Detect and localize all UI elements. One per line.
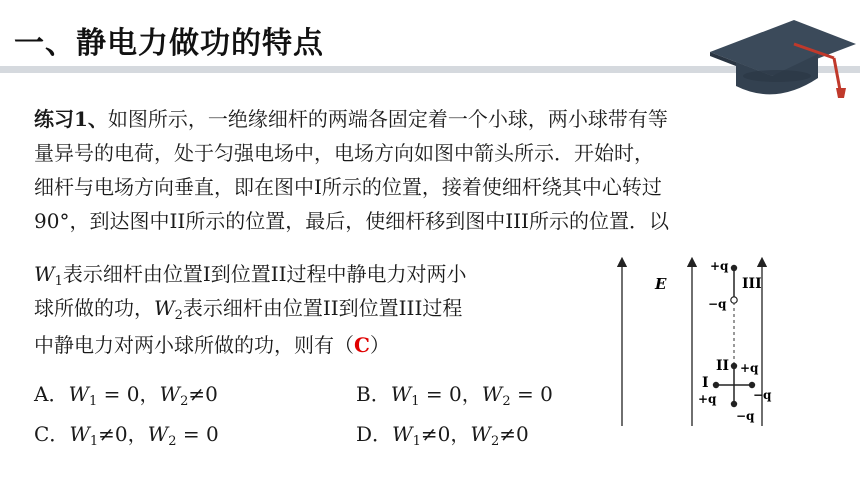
question-line-4: 90°，到达图中II所示的位置，最后，使细杆移到图中III所示的位置．以 [34,209,669,233]
question-line-3: 细杆与电场方向垂直，即在图中I所示的位置，接着使细杆绕其中心转过 [34,175,662,199]
question-line-2: 量异号的电荷，处于匀强电场中，电场方向如图中箭头所示．开始时， [34,141,654,165]
option-b[interactable]: B．$W_1 = 0$，$W_2 = 0$ [356,382,553,409]
question-line-6: 球所做的功，$W_2$表示细杆由位置II到位置III过程 [34,296,463,323]
pos3-minus-charge [731,297,737,303]
field-label: E [655,275,667,293]
svg-text:−q: −q [753,388,772,402]
pos2-label: II [716,358,730,374]
question-line-7: 中静电力对两小球所做的功，则有（C） [34,333,390,357]
svg-text:−q: −q [736,409,755,423]
answer-mark: C [354,333,370,357]
pos2-plus-charge [731,363,737,369]
svg-text:+q: +q [710,259,729,273]
graduation-cap-icon [706,14,856,108]
option-d[interactable]: D．$W_1\ne 0$，$W_2\ne 0$ [356,422,529,449]
svg-text:−q: −q [708,297,727,311]
page-title: 一、静电力做功的特点 [14,26,324,61]
pos2-minus-charge [731,401,737,407]
field-diagram [610,254,780,438]
svg-text:+q: +q [740,361,759,375]
pos3-plus-charge [731,265,737,271]
question-line-1: 练习1、如图所示，一绝缘细杆的两端各固定着一个小球，两小球带有等 [34,107,668,131]
svg-text:+q: +q [698,392,717,406]
exercise-label: 练习1、 [34,107,108,131]
question-line-5: $W_1$表示细杆由位置I到位置II过程中静电力对两小 [34,262,467,289]
pos1-plus-charge [713,382,719,388]
pos3-label: III [742,276,762,292]
option-a[interactable]: A．$W_1 = 0$，$W_2\ne 0$ [34,382,218,409]
option-c[interactable]: C．$W_1\ne 0$，$W_2 = 0$ [34,422,219,449]
pos1-label: I [702,375,709,391]
